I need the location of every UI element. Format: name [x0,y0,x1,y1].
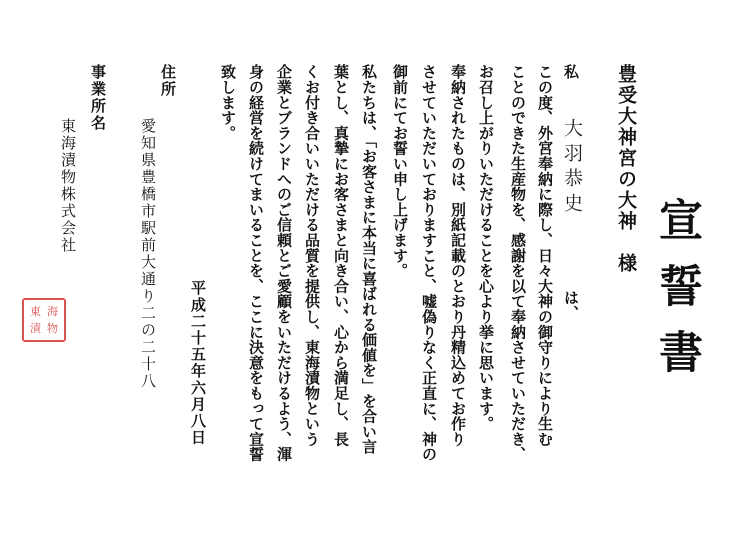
body-line: 私たちは、「お客さまに本当に喜ばれる価値を」を合い言 [360,64,378,455]
company-seal-stamp: 東 海 漬 物 [22,298,66,342]
body-line: させていただいておりますこと、嘘偽りなく正直に、神の [420,64,438,462]
address-value: 愛知県豊橋市駅前大通り二の二十八 [139,118,157,390]
body-line: 企業とブランドへのご信頼とご愛顧をいただけるよう、渾 [275,64,293,462]
office-value: 東海漬物株式会社 [59,118,77,254]
body-line: お召し上がりいただけることを心より挙に思います。 [477,64,495,432]
body-line: 致します。 [219,64,237,141]
address-label: 住所 [159,64,177,98]
body-line: くお付き合いいただける品質を提供し、東海漬物という [303,64,321,447]
body-line: 奉納されたものは、別紙記載のとおり丹精込めてお作り [449,64,467,447]
pledger-name: 大羽恭史 [561,118,583,218]
body-line: 身の経営を続けてまいることを、ここに決意をもって宣誓 [247,64,265,462]
office-label: 事業所名 [89,64,107,132]
pledger-label: 私 [562,64,580,80]
pledger-suffix: は、 [562,290,580,321]
body-line: ことのできた生産物を、感謝を以て奉納させていただき、 [509,64,527,462]
pledge-date: 平成二十五年六月八日 [189,280,207,446]
document-title: 宣誓書 [651,197,702,395]
body-line: 葉とし、真摯にお客さまと向き合い、心から満足し、長 [332,64,350,447]
body-line: 御前にてお誓い申し上げます。 [391,64,409,279]
recipient-line: 豊受大神宮の大神 様 [615,64,637,274]
body-line: この度、外宮奉納に際し、日々大神の御守りにより生む [536,64,554,447]
